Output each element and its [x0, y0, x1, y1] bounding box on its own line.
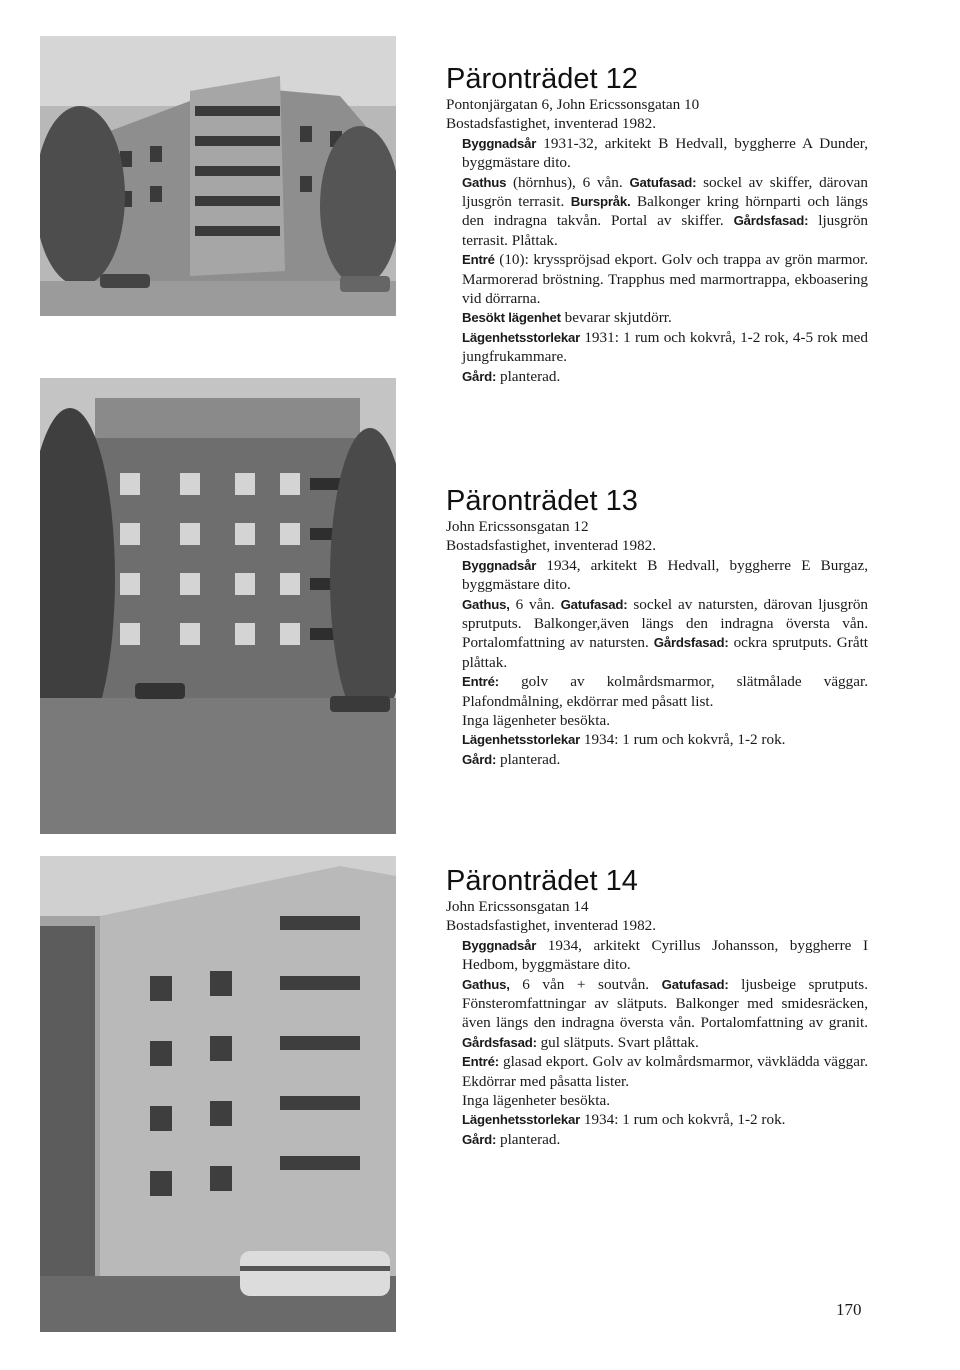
text-burssprak: Balkonger kring hörnparti och längs den indragna takvån. Portal av skiffer.	[462, 193, 868, 230]
entry-facade	[446, 975, 868, 1053]
text-gatufasad: sockel av skiffer, därovan ljusgrön terrasit.	[462, 173, 869, 211]
text-gathus: 6 vån.	[515, 595, 555, 613]
entry-status: Bostadsfastighet, inventerad 1982.	[446, 115, 657, 133]
entry-lagenhet	[446, 328, 868, 367]
label-gatufasad: Gatufasad:	[661, 976, 729, 992]
entry-paronradet-13	[446, 486, 868, 769]
building-photo-paronradet-14	[40, 856, 396, 1332]
label-lagenhetsstorlekar: Lägenhetsstorlekar	[462, 329, 581, 345]
entry-entre	[446, 250, 868, 308]
entry-title: Päronträdet 13	[446, 485, 638, 517]
label-entre: Entré:	[462, 674, 499, 690]
entry-gard	[446, 750, 868, 769]
text-byggnadsar: 1934, arkitekt B Hedvall, byggherre E Burgaz, byggmästare dito.	[462, 556, 868, 594]
label-gard: Gård:	[462, 1131, 497, 1147]
entry-address: John Ericssonsgatan 14	[446, 898, 589, 915]
label-gathus: Gathus	[462, 174, 507, 190]
text-lagenhetsstorlekar: 1934: 1 rum och kokvrå, 1-2 rok.	[583, 731, 786, 749]
entry-paronradet-12	[446, 64, 868, 386]
entry-title: Päronträdet 12	[446, 63, 638, 95]
entry-entre	[446, 672, 868, 711]
entry-besokt: Inga lägenheter besökta.	[462, 1092, 611, 1110]
entry-built	[446, 556, 868, 595]
text-gatufasad: ljusbeige sprutputs. Fönsteromfattningar av slätputs. Balkonger med smidesräcken, även längs den indragna översta vån. Portalomfattning av granit.	[462, 975, 868, 1032]
entry-built	[446, 936, 868, 975]
label-byggnadsar: Byggnadsår	[462, 557, 537, 573]
entry-lagenhet	[446, 730, 868, 749]
entry-facade	[446, 173, 868, 251]
entry-status: Bostadsfastighet, inventerad 1982.	[446, 537, 657, 555]
label-gard: Gård:	[462, 368, 497, 384]
label-gard: Gård:	[462, 751, 497, 767]
text-entre: golv av kolmårdsmarmor, slätmålade väggar. Plafondmålning, ekdörrar med påsatt list.	[462, 673, 869, 710]
label-gathus: Gathus,	[462, 596, 510, 612]
text-gathus: (hörnhus), 6 vån.	[513, 173, 623, 191]
text-gathus: 6 vån + soutvån.	[522, 975, 650, 993]
entry-gard	[446, 1130, 868, 1149]
building-photo-paronradet-12	[40, 36, 396, 316]
entry-besokt: Inga lägenheter besökta.	[462, 712, 611, 730]
text-byggnadsar: 1931-32, arkitekt B Hedvall, byggherre A Dunder, byggmästare dito.	[462, 134, 869, 172]
label-gatufasad: Gatufasad:	[629, 174, 697, 190]
text-gardsfasad: ljusgrön terrasit. Plåttak.	[462, 212, 869, 249]
label-gatufasad: Gatufasad:	[560, 596, 628, 612]
entry-gard	[446, 367, 868, 386]
label-entre: Entré:	[462, 1054, 499, 1070]
text-lagenhetsstorlekar: 1934: 1 rum och kokvrå, 1-2 rok.	[583, 1111, 786, 1129]
entry-paronradet-14	[446, 866, 868, 1149]
entry-lagenhet	[446, 1110, 868, 1129]
label-lagenhetsstorlekar: Lägenhetsstorlekar	[462, 732, 581, 748]
entry-facade	[446, 595, 868, 673]
label-gardsfasad: Gårdsfasad:	[653, 635, 729, 651]
entry-address: John Ericssonsgatan 12	[446, 518, 589, 535]
text-gard: planterad.	[499, 750, 561, 768]
label-lagenhetsstorlekar: Lägenhetsstorlekar	[462, 1112, 581, 1128]
entry-status: Bostadsfastighet, inventerad 1982.	[446, 917, 657, 935]
label-gardsfasad: Gårdsfasad:	[733, 213, 809, 229]
entry-title: Päronträdet 14	[446, 865, 638, 897]
text-gard: planterad.	[499, 1130, 561, 1148]
text-entre: (10): krysspröjsad ekport. Golv och trappa av grön marmor. Marmorerad bröstning. Trapphus med marmortrappa, ekboasering vid dörrarna.	[462, 251, 868, 308]
label-byggnadsar: Byggnadsår	[462, 135, 537, 151]
label-gathus: Gathus,	[462, 976, 510, 992]
text-besokt: bevarar skjutdörr.	[564, 309, 672, 327]
text-lagenhetsstorlekar: 1931: 1 rum och kokvrå, 1-2 rok, 4-5 rok med jungfrukammare.	[462, 328, 868, 366]
entry-address: Pontonjärgatan 6, John Ericssonsgatan 10	[446, 96, 700, 113]
label-gardsfasad: Gårdsfasad:	[462, 1034, 537, 1050]
text-gatufasad: sockel av natursten, därovan ljusgrön sprutputs. Balkonger,även längs den indragna översta vån. Portalomfattning av natursten.	[462, 595, 869, 652]
label-burssprak: Burspråk.	[570, 194, 631, 210]
label-byggnadsar: Byggnadsår	[462, 937, 537, 953]
entry-besokt	[446, 308, 868, 327]
text-gardsfasad: gul slätputs. Svart plåttak.	[540, 1033, 699, 1051]
text-gard: planterad.	[499, 367, 561, 385]
text-byggnadsar: 1934, arkitekt Cyrillus Johansson, byggherre I Hedbom, byggmästare dito.	[462, 936, 868, 974]
building-photo-paronradet-13	[40, 378, 396, 834]
text-gardsfasad: ockra sprutputs. Grått plåttak.	[462, 634, 869, 671]
entry-built	[446, 134, 868, 173]
text-entre: glasad ekport. Golv av kolmårdsmarmor, vävklädda väggar. Ekdörrar med påsatta lister.	[462, 1053, 868, 1090]
page-number: 170	[836, 1300, 862, 1319]
label-entre: Entré	[462, 252, 495, 268]
label-besokt: Besökt lägenhet	[462, 310, 561, 326]
entry-entre	[446, 1052, 868, 1091]
